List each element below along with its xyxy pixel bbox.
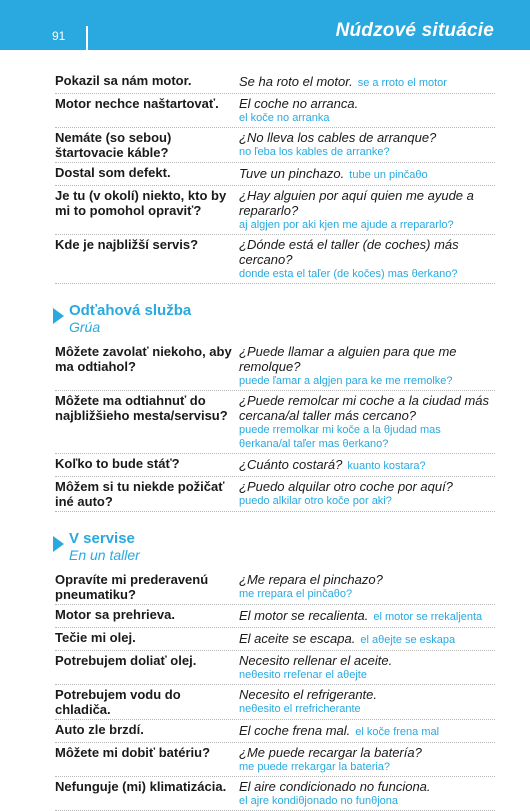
- pronunciation: puede ľamar a algjen para ke me rremolke?: [239, 375, 453, 387]
- spanish-phrase: El coche frena mal.: [239, 723, 351, 738]
- slovak-phrase: Opravíte mi prederavenú pneumatiku?: [55, 572, 209, 602]
- pronunciation: el koče no arranka: [239, 112, 330, 124]
- spanish-translation: [239, 745, 495, 774]
- section-heading-text: [69, 530, 140, 564]
- slovak-phrase: Motor nechce naštartovať.: [55, 96, 219, 111]
- spanish-phrase: ¿Me repara el pinchazo?: [239, 572, 383, 587]
- phrase-row: [55, 685, 495, 720]
- spanish-translation: [239, 237, 495, 281]
- spanish-phrase: ¿Dónde está el taller (de coches) más cercano?: [239, 237, 459, 267]
- phrase-row: [55, 477, 495, 512]
- slovak-phrase: Potrebujem vodu do chladiča.: [55, 687, 181, 717]
- pronunciation: donde esta el taľer (de kočes) mas θerkano?: [239, 268, 458, 280]
- spanish-phrase: ¿Me puede recargar la batería?: [239, 745, 422, 760]
- pronunciation: neθesito el rrefricherante: [239, 703, 361, 715]
- spanish-phrase: El aire condicionado no funciona.: [239, 779, 431, 794]
- pronunciation: se a rroto el motor: [357, 77, 447, 89]
- spanish-translation: [239, 393, 495, 451]
- slovak-phrase: Môžete ma odtiahnuť do najbližšieho mesta/servisu?: [55, 393, 228, 423]
- spanish-phrase: ¿No lleva los cables de arranque?: [239, 130, 437, 145]
- spanish-translation: [239, 456, 495, 474]
- spanish-translation: [239, 96, 495, 125]
- spanish-phrase: ¿Cuánto costará?: [239, 457, 343, 472]
- section-title: Odťahová služba: [69, 302, 192, 319]
- spanish-translation: [239, 479, 495, 508]
- spanish-translation: [239, 722, 495, 740]
- phrase-row: [55, 128, 495, 163]
- pronunciation: el motor se rrekaljenta: [373, 611, 483, 623]
- slovak-phrase: Nefunguje (mi) klimatizácia.: [55, 779, 227, 794]
- pronunciation: tube un pinčaθo: [349, 169, 428, 181]
- spanish-translation: [239, 572, 495, 601]
- pronunciation: me puede rrekargar la bateria?: [239, 761, 391, 773]
- spanish-phrase: Necesito rellenar el aceite.: [239, 653, 393, 668]
- phrase-row: [55, 570, 495, 605]
- spanish-phrase: El coche no arranca.: [239, 96, 359, 111]
- pronunciation: neθesito rreľenar el aθejte: [239, 669, 367, 681]
- spanish-translation: [239, 165, 495, 183]
- section-subtitle: Grúa: [69, 319, 101, 335]
- spanish-translation: [239, 130, 495, 159]
- phrase-row: [55, 628, 495, 651]
- pronunciation: puede rremolkar mi koče a la θjudad mas θerkana/al taľer mas θerkano?: [239, 424, 441, 450]
- spanish-phrase: El motor se recalienta.: [239, 608, 369, 623]
- phrase-row: [55, 163, 495, 186]
- spanish-phrase: Necesito el refrigerante.: [239, 687, 378, 702]
- slovak-phrase: Motor sa prehrieva.: [55, 607, 175, 622]
- spanish-translation: [239, 607, 495, 625]
- spanish-phrase: Se ha roto el motor.: [239, 74, 353, 89]
- pronunciation: aj algjen por aki kjen me ajude a rrepararlo?: [239, 219, 454, 231]
- pronunciation: el koče frena mal: [355, 726, 440, 738]
- page-number: 91: [52, 29, 66, 43]
- slovak-phrase: Dostal som defekt.: [55, 165, 171, 180]
- page-header: [0, 0, 530, 50]
- spanish-translation: [239, 344, 495, 388]
- spanish-translation: [239, 779, 495, 808]
- triangle-bullet-icon: [53, 536, 64, 552]
- phrase-row: [55, 186, 495, 235]
- phrase-row: [55, 342, 495, 391]
- section-heading: [55, 302, 495, 336]
- phrase-section: [55, 302, 495, 512]
- slovak-phrase: Nemáte (so sebou) štartovacie káble?: [55, 130, 172, 160]
- pronunciation: me rrepara el pinčaθo?: [239, 588, 353, 600]
- phrase-row: [55, 71, 495, 94]
- pronunciation: kuanto kostara?: [347, 460, 426, 472]
- spanish-translation: [239, 687, 495, 716]
- section-heading: [55, 530, 495, 564]
- phrase-row: [55, 235, 495, 284]
- phrase-row: [55, 94, 495, 128]
- phrase-section: [55, 71, 495, 284]
- header-divider: [86, 26, 88, 50]
- phrase-row: [55, 454, 495, 477]
- pronunciation: no ľeba los kables de arranke?: [239, 146, 390, 158]
- phrase-row: [55, 720, 495, 743]
- section-title: V servise: [69, 530, 135, 547]
- phrase-row: [55, 777, 495, 811]
- section-subtitle: En un taller: [69, 547, 140, 563]
- slovak-phrase: Pokazil sa nám motor.: [55, 73, 192, 88]
- slovak-phrase: Tečie mi olej.: [55, 630, 136, 645]
- pronunciation: el aθejte se eskapa: [360, 634, 456, 646]
- spanish-translation: [239, 653, 495, 682]
- slovak-phrase: Môžem si tu niekde požičať iné auto?: [55, 479, 225, 509]
- pronunciation: el ajre kondiθjonado no funθjona: [239, 795, 399, 807]
- slovak-phrase: Potrebujem doliať olej.: [55, 653, 197, 668]
- slovak-phrase: Auto zle brzdí.: [55, 722, 144, 737]
- slovak-phrase: Je tu (v okolí) niekto, kto by mi to pomohol opraviť?: [55, 188, 227, 218]
- slovak-phrase: Môžete mi dobiť batériu?: [55, 745, 211, 760]
- spanish-translation: [239, 188, 495, 232]
- spanish-phrase: El aceite se escapa.: [239, 631, 356, 646]
- slovak-phrase: Kde je najbližší servis?: [55, 237, 199, 252]
- section-heading-text: [69, 302, 191, 336]
- slovak-phrase: Koľko to bude stáť?: [55, 456, 180, 471]
- spanish-phrase: ¿Puede remolcar mi coche a la ciudad más cercana/al taller más cercano?: [239, 393, 490, 423]
- phrase-row: [55, 391, 495, 454]
- spanish-phrase: ¿Puedo alquilar otro coche por aquí?: [239, 479, 453, 494]
- spanish-phrase: ¿Hay alguien por aquí quien me ayude a repararlo?: [239, 188, 474, 218]
- spanish-translation: [239, 630, 495, 648]
- phrase-row: [55, 605, 495, 628]
- spanish-translation: [239, 73, 495, 91]
- phrase-row: [55, 651, 495, 685]
- spanish-phrase: Tuve un pinchazo.: [239, 166, 345, 181]
- spanish-phrase: ¿Puede llamar a alguien para que me remolque?: [239, 344, 457, 374]
- phrase-section: [55, 530, 495, 811]
- triangle-bullet-icon: [53, 308, 64, 324]
- pronunciation: puedo alkilar otro koče por aki?: [239, 495, 392, 507]
- phrase-row: [55, 743, 495, 777]
- phrasebook-content: [55, 71, 495, 811]
- slovak-phrase: Môžete zavolať niekoho, aby ma odtiahol?: [55, 344, 232, 374]
- chapter-title: Núdzové situácie: [335, 20, 494, 41]
